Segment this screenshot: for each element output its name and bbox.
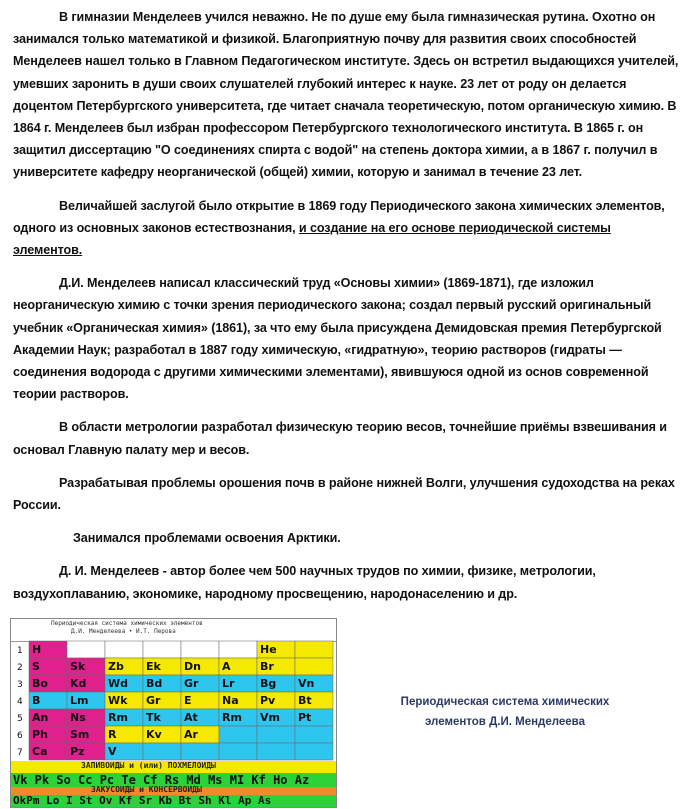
pt-symbol: Bo bbox=[32, 677, 48, 690]
pt-cell bbox=[181, 641, 219, 658]
pt-cell bbox=[295, 641, 333, 658]
pt-symbol: Zb bbox=[108, 660, 124, 673]
pt-symbol: H bbox=[32, 643, 42, 656]
paragraph-arctic: Занимался проблемами освоения Арктики. bbox=[73, 531, 341, 546]
pt-symbol: Ar bbox=[184, 728, 198, 741]
pt-symbol: Na bbox=[222, 694, 239, 707]
pt-symbol: Pv bbox=[260, 694, 276, 707]
pt-cell bbox=[143, 743, 181, 760]
pt-symbol: R bbox=[108, 728, 117, 741]
pt-symbol: Rm bbox=[108, 711, 128, 724]
pt-symbol: Rm bbox=[222, 711, 242, 724]
pt-symbol: A bbox=[222, 660, 231, 673]
pt-symbol: Gr bbox=[184, 677, 199, 690]
pt-symbol: He bbox=[260, 643, 277, 656]
pt-cell bbox=[181, 743, 219, 760]
pt-cell bbox=[295, 658, 333, 675]
document-body bbox=[13, 6, 681, 605]
pt-symbol: Vm bbox=[260, 711, 280, 724]
pt-symbol: V bbox=[108, 745, 117, 758]
pt-symbol: Bd bbox=[146, 677, 163, 690]
pt-symbol: Wd bbox=[108, 677, 129, 690]
pt-symbol: Pz bbox=[70, 745, 85, 758]
pt-symbol: Ek bbox=[146, 660, 161, 673]
pt-symbol: Br bbox=[260, 660, 274, 673]
periodic-table-header-title: Периодическая система химических элементов bbox=[51, 620, 203, 627]
periodic-table-header-authors: Д.И. Менделеева • И.Т. Перова bbox=[71, 628, 176, 635]
band-drinkoids bbox=[11, 761, 336, 773]
band-drinkoids-elements-text: Vk Pk So Cc Pc Te Cf Rs Md Ms MI Kf Ho Az bbox=[13, 773, 310, 787]
pt-row-number: 1 bbox=[17, 646, 23, 656]
pt-symbol: Pt bbox=[298, 711, 312, 724]
pt-symbol: Ca bbox=[32, 745, 48, 758]
pt-symbol: Tk bbox=[146, 711, 161, 724]
periodic-law-underlined: и создание на его основе периодической системы элементов. bbox=[13, 220, 611, 258]
pt-symbol: Wk bbox=[108, 694, 128, 707]
pt-symbol: Gr bbox=[146, 694, 161, 707]
pt-symbol: S bbox=[32, 660, 40, 673]
pt-symbol: Sm bbox=[70, 728, 90, 741]
paragraph-periodic-law bbox=[13, 195, 681, 262]
pt-cell bbox=[143, 641, 181, 658]
pt-symbol: Kv bbox=[146, 728, 162, 741]
pt-symbol: Lr bbox=[222, 677, 235, 690]
pt-symbol: E bbox=[184, 694, 192, 707]
pt-symbol: Lm bbox=[70, 694, 89, 707]
paragraph-irrigation: Разрабатывая проблемы орошения почв в районе нижней Волги, улучшения судоходства на реках России. bbox=[13, 475, 675, 513]
pt-symbol: Bg bbox=[260, 677, 277, 690]
pt-row-number: 2 bbox=[17, 663, 23, 673]
pt-row-number: 7 bbox=[17, 748, 23, 758]
band-snackoids-elements-text: OkPm Lo I St Ov Kf Sr Kb Bt Sh Kl Ap As bbox=[13, 794, 272, 807]
periodic-law-text: Величайшей заслугой было открытие в 1869 году Периодического закона химических элементов, одного из основных законов естествознания, bbox=[13, 198, 665, 235]
pt-cell bbox=[219, 726, 257, 743]
periodic-table-image bbox=[10, 618, 337, 808]
pt-symbol: Kd bbox=[70, 677, 87, 690]
pt-symbol: An bbox=[32, 711, 49, 724]
pt-symbol: Dn bbox=[184, 660, 201, 673]
pt-cell bbox=[257, 743, 295, 760]
pt-cell bbox=[295, 743, 333, 760]
pt-symbol: Sk bbox=[70, 660, 86, 673]
paragraph-summary: Д. И. Менделеев - автор более чем 500 научных трудов по химии, физике, метрологии, воздухоплаванию, экономике, народному просвещению, народонаселению и др. bbox=[13, 564, 596, 601]
pt-symbol: At bbox=[184, 711, 198, 724]
pt-cell bbox=[219, 641, 257, 658]
paragraph-metrology: В области метрологии разработал физическую теорию весов, точнейшие приёмы взвешивания и основал Главную палату мер и весов. bbox=[13, 420, 667, 457]
pt-row-number: 6 bbox=[17, 731, 23, 741]
pt-cell bbox=[105, 641, 143, 658]
pt-symbol: Ns bbox=[70, 711, 86, 724]
band-snackoids-elements bbox=[11, 795, 336, 807]
figure-caption: Периодическая система химических элементов Д.И. Менделеева bbox=[400, 696, 610, 728]
pt-symbol: Vn bbox=[298, 677, 315, 690]
pt-cell bbox=[295, 726, 333, 743]
pt-cell bbox=[219, 743, 257, 760]
pt-row-number: 4 bbox=[17, 697, 23, 707]
pt-symbol: B bbox=[32, 694, 41, 707]
pt-cell bbox=[67, 641, 105, 658]
pt-symbol: Ph bbox=[32, 728, 48, 741]
paragraph-works: Д.И. Менделеев написал классический труд «Основы химии» (1869-1871), где изложил неорганическую химию с точки зрения периодического закона; создал первый русский оригинальный учебник «Органическая химия» (1861), за что ему была присуждена Демидовская премия Петербургской Академии Наук; разработал в 1887 году химическую, «гидратную», теорию растворов (гидраты — соединения водорода с другими химическими элементами), явившуюся одной из основ современной теории растворов. bbox=[13, 276, 662, 402]
band-snackoids-label: ЗАКУСОИДЫ и КОНСЕРВОИДЫ bbox=[91, 785, 202, 794]
band-drinkoids-label: ЗАПИВОИДЫ и (или) ПОХМЕЛОИДЫ bbox=[81, 761, 216, 770]
pt-row-number: 3 bbox=[17, 680, 23, 690]
pt-row-number: 5 bbox=[17, 714, 23, 724]
paragraph-biography: В гимназии Менделеев учился неважно. Не по душе ему была гимназическая рутина. Охотно он занимался только математикой и физикой. Благоприятную почву для развития своих способностей Менделеев нашел только в Главном Педагогическом институте. Здесь он встретил выдающихся учителей, умевших заронить в души своих слушателей глубокий интерес к науке. 23 лет от роду он делается доцентом Петербургского университета, где читает сначала теоретическую, потом органическую химию. В 1864 г. Менделеев был избран профессором Петербургского технологического института. В 1865 г. он защитил диссертацию "О соединениях спирта с водой" на степень доктора химии, а в 1867 г. получил в университете кафедру неорганической (общей) химии, которую и занимал в течение 23 лет. bbox=[13, 10, 679, 180]
pt-cell bbox=[257, 726, 295, 743]
pt-symbol: Bt bbox=[298, 694, 312, 707]
